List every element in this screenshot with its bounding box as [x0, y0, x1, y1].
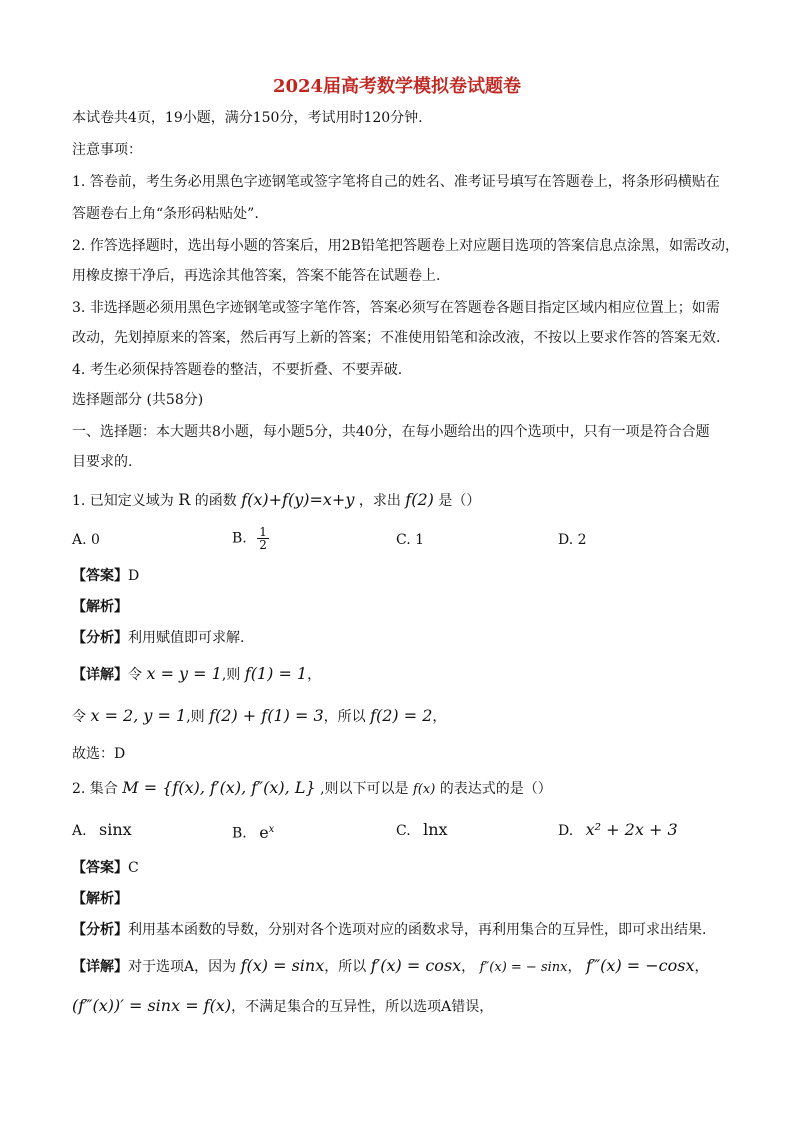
- q2-detail-line-1: [72, 956, 709, 978]
- notes-heading: 注意事项：: [72, 142, 142, 158]
- q1-ask-prefix: ，求出: [358, 493, 401, 509]
- detail-math: f′(x) = cosx: [370, 956, 462, 975]
- q1-prefix: 1. 已知定义域为: [72, 493, 174, 509]
- q2-option-d: [558, 820, 678, 841]
- q2-mid: ,则以下可以是: [320, 781, 409, 797]
- q1-option-b: [232, 526, 269, 551]
- q2-prefix: 2. 集合: [72, 781, 118, 797]
- detail-math: (f‴(x))′ = sinx = f(x): [72, 996, 232, 1015]
- q1-ask-suffix: 是（）: [438, 493, 481, 509]
- q2-option-b: [232, 820, 274, 844]
- q2-detail-line-2: [72, 996, 493, 1017]
- question-1-stem: [72, 490, 480, 511]
- detail-math: f(x) = sinx: [240, 956, 325, 975]
- q1-domain-symbol: R: [178, 490, 191, 509]
- fraction-denominator: 2: [259, 538, 267, 552]
- intro-text: 本试卷共4页，19小题，满分150分，考试用时120分钟.: [72, 110, 423, 126]
- section-heading-cont: 目要求的.: [72, 454, 133, 470]
- option-label: D.: [558, 823, 574, 839]
- part-label: 选择题部分 (共58分): [72, 392, 204, 408]
- q1-detail-line-2: [72, 706, 446, 727]
- q1-option-d: D. 2: [558, 532, 587, 548]
- detail-tag: 【详解】: [72, 667, 128, 683]
- option-math: x² + 2x + 3: [585, 820, 678, 839]
- note-line: 3. 非选择题必须用黑色字迹钢笔或签字笔作答，答案必须写在答题卷各题目指定区域内相应位置上；如需: [72, 300, 720, 316]
- detail-text: ，所以: [324, 959, 367, 975]
- q1-choose: 故选：D: [72, 746, 126, 762]
- detail-text: ，: [432, 709, 447, 725]
- q2-suffix: 的表达式的是（）: [439, 781, 552, 797]
- detail-text: ，: [461, 959, 476, 975]
- answer-value: C: [128, 860, 139, 876]
- detail-text: ，: [694, 959, 709, 975]
- detail-text: ，所以: [323, 709, 366, 725]
- option-math: lnx: [423, 820, 448, 839]
- q1-analysis-tag: 【解析】: [72, 599, 128, 615]
- detail-text: ,则: [221, 667, 241, 683]
- detail-math: f(2) = 2: [370, 706, 433, 725]
- note-line: 改动，先划掉原来的答案，然后再写上新的答案；不准使用铅笔和涂改液，不按以上要求作答的答案无效.: [72, 330, 721, 346]
- detail-text: ，不满足集合的互异性，所以选项A错误，: [231, 999, 494, 1015]
- option-label: B.: [232, 825, 247, 842]
- detail-text: 令: [72, 709, 86, 725]
- q1-fenxi: [72, 628, 244, 648]
- page-title: 2024届高考数学模拟卷试题卷: [272, 76, 522, 97]
- detail-text: ,则: [186, 709, 205, 725]
- detail-math: f″(x) = − sinx: [479, 960, 568, 975]
- q1-option-b-label: B.: [232, 530, 247, 547]
- note-line: 1. 答卷前，考生务必用黑色字迹钢笔或签字笔将自己的姓名、准考证号填写在答题卷上，将条形码横贴在: [72, 174, 720, 190]
- note-line: 用橡皮擦干净后，再选涂其他答案，答案不能答在试题卷上.: [72, 268, 441, 284]
- option-math-base: e: [259, 822, 269, 842]
- q1-mid: 的函数: [194, 493, 237, 509]
- q1-equation: f(x)+f(y)=x+y: [241, 490, 355, 509]
- fenxi-text: 利用赋值即可求解.: [128, 630, 245, 646]
- detail-math: x = 2, y = 1: [90, 706, 187, 725]
- q2-fx: f(x): [412, 782, 436, 797]
- q2-set: M = {f(x), f′(x), f″(x), L}: [122, 778, 316, 797]
- answer-tag: 【答案】: [72, 860, 128, 876]
- answer-tag: 【答案】: [72, 568, 128, 584]
- note-line: 4. 考生必须保持答题卷的整洁，不要折叠、不要弄破.: [72, 362, 403, 378]
- q1-target: f(2): [405, 490, 434, 509]
- note-line: 答题卷右上角“条形码粘贴处”.: [72, 206, 259, 222]
- fenxi-text: 利用基本函数的导数，分别对各个选项对应的函数求导，再利用集合的互异性，即可求出结果.: [128, 922, 707, 938]
- question-2-stem: [72, 778, 552, 800]
- section-heading: 一、选择题：本大题共8小题，每小题5分，共40分，在每小题给出的四个选项中，只有一项是符合合题: [72, 424, 710, 440]
- detail-text: ，: [307, 667, 322, 683]
- detail-text: 令: [128, 667, 142, 683]
- detail-text: ，: [567, 959, 582, 975]
- q2-option-a: [72, 820, 132, 841]
- q1-detail-line-1: [72, 664, 321, 685]
- q1-answer: [72, 566, 139, 586]
- q1-option-c: C. 1: [396, 532, 425, 548]
- detail-math: f(1) = 1: [244, 664, 308, 683]
- fraction-numerator: 1: [259, 525, 267, 539]
- detail-math: f‴(x) = −cosx: [585, 956, 695, 975]
- option-label: C.: [396, 823, 411, 839]
- q2-answer: [72, 858, 139, 878]
- detail-text: 对于选项A，因为: [128, 959, 237, 975]
- q1-option-a: A. 0: [72, 532, 100, 548]
- note-line: 2. 作答选择题时，选出每小题的答案后，用2B铅笔把答题卷上对应题目选项的答案信息点涂黑，如需改动，: [72, 238, 740, 254]
- option-label: A.: [72, 823, 87, 839]
- q1-option-b-fraction: [257, 526, 269, 551]
- detail-tag: 【详解】: [72, 959, 128, 975]
- fenxi-tag: 【分析】: [72, 922, 128, 938]
- option-math: sinx: [99, 820, 132, 839]
- answer-value: D: [128, 568, 140, 584]
- q2-fenxi: [72, 920, 706, 940]
- option-math-exponent: x: [268, 824, 275, 835]
- detail-math: f(2) + f(1) = 3: [209, 706, 324, 725]
- fenxi-tag: 【分析】: [72, 630, 128, 646]
- detail-math: x = y = 1: [146, 664, 222, 683]
- q2-analysis-tag: 【解析】: [72, 891, 128, 907]
- q2-option-c: [396, 820, 448, 841]
